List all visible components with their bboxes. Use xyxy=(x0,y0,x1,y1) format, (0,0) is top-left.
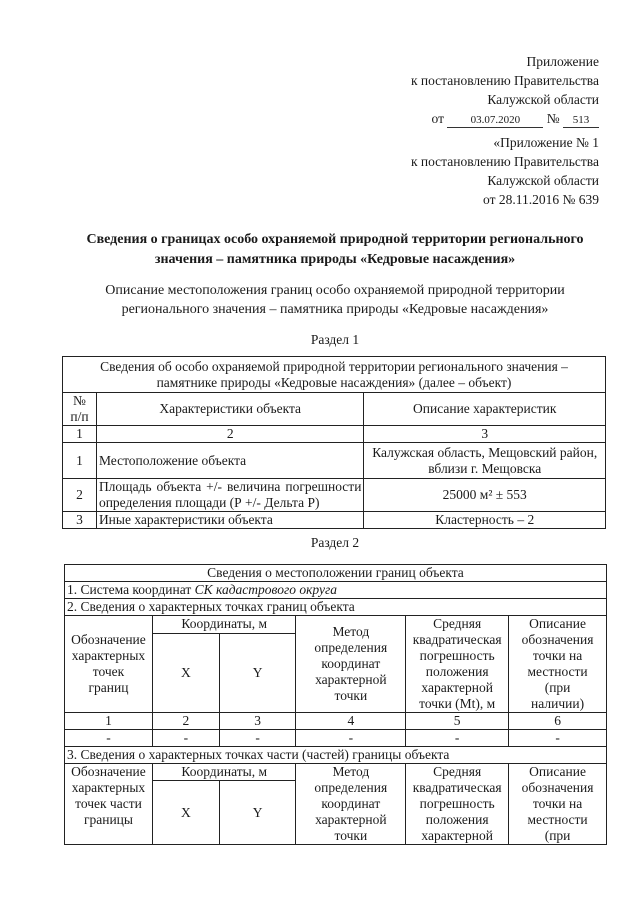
resolution-date: 03.07.2020 xyxy=(447,114,543,128)
header-line: местности xyxy=(527,664,588,679)
header-row xyxy=(65,764,607,781)
index-row xyxy=(65,713,607,730)
resolution-number: 513 xyxy=(563,114,599,128)
boundary-points-row xyxy=(65,599,607,616)
document-subtitle xyxy=(40,281,630,319)
section-1-table xyxy=(62,356,606,529)
header-line: точки на xyxy=(532,796,583,811)
header-line: границ xyxy=(88,680,129,695)
y-header: Y xyxy=(219,633,296,712)
row-characteristic xyxy=(96,479,364,512)
method-header xyxy=(296,764,406,845)
designation-header xyxy=(65,616,153,713)
original-appendix-resolution: к постановлению Правительства xyxy=(410,154,599,169)
dash-cell: - xyxy=(406,730,509,747)
from-label: от xyxy=(431,111,444,126)
row-number: 1 xyxy=(63,443,97,479)
description-header xyxy=(509,616,607,713)
index-cell: 1 xyxy=(63,426,97,443)
error-header xyxy=(406,764,509,845)
row-characteristic: Иные характеристики объекта xyxy=(96,512,364,529)
header-line: погрешность xyxy=(419,648,495,663)
header-line: Обозначение xyxy=(71,764,146,779)
header-line: характерной xyxy=(315,812,387,827)
index-cell: 2 xyxy=(96,426,364,443)
header-line: координат xyxy=(321,796,381,811)
coordinate-system-label: 1. Система координат xyxy=(67,582,195,597)
index-cell: 1 xyxy=(65,713,153,730)
table-caption: Сведения о местоположении границ объекта xyxy=(65,565,607,582)
section-2-table xyxy=(64,564,607,845)
header-line: характерной xyxy=(421,828,493,843)
header-line: точек части xyxy=(75,796,142,811)
title-line-2: значения – памятника природы «Кедровые насаждения» xyxy=(154,252,516,267)
number-label: № xyxy=(546,111,560,126)
header-line: квадратическая xyxy=(412,780,502,795)
header-line: Метод xyxy=(332,624,370,639)
caption-line-2: памятнике природы «Кедровые насаждения» (далее – объект) xyxy=(156,374,512,390)
appendix-region: Калужской области xyxy=(487,92,599,107)
table-caption-row xyxy=(65,565,607,582)
appendix-label: Приложение xyxy=(526,54,599,69)
table-row xyxy=(65,730,607,747)
header-line: характерных xyxy=(71,780,146,795)
table-index-row xyxy=(63,426,606,443)
row-description xyxy=(364,443,606,479)
header-line: определения xyxy=(314,640,388,655)
index-cell: 6 xyxy=(509,713,607,730)
header-line: погрешность xyxy=(419,796,495,811)
dash-cell: - xyxy=(152,730,219,747)
header-line: обозначения xyxy=(521,780,594,795)
row-number: 3 xyxy=(63,512,97,529)
original-appendix-label: «Приложение № 1 xyxy=(493,135,599,150)
part-points-row xyxy=(65,747,607,764)
index-cell: 5 xyxy=(406,713,509,730)
header-line: координат xyxy=(321,656,381,671)
table-header-row xyxy=(63,393,606,426)
index-cell: 3 xyxy=(219,713,296,730)
title-line-1: Сведения о границах особо охраняемой природной территории регионального xyxy=(86,232,584,247)
header-row xyxy=(65,616,607,634)
error-header xyxy=(406,616,509,713)
col-description-header: Описание характеристик xyxy=(364,393,606,426)
dash-cell: - xyxy=(65,730,153,747)
method-header xyxy=(296,616,406,713)
header-line: точки xyxy=(334,688,368,703)
header-line: определения xyxy=(314,780,388,795)
table-row xyxy=(63,512,606,529)
row-description: 25000 м² ± 553 xyxy=(364,479,606,512)
y-header: Y xyxy=(219,781,296,845)
x-header: X xyxy=(152,633,219,712)
appendix-date-line xyxy=(299,109,599,128)
row-characteristic: Местоположение объекта xyxy=(96,443,364,479)
appendix-resolution: к постановлению Правительства xyxy=(410,73,599,88)
subtitle-line-2: регионального значения – памятника природы «Кедровые насаждения» xyxy=(121,302,549,317)
header-line: точки (Mt), м xyxy=(419,696,496,711)
row-description-line-2: вблизи г. Мещовска xyxy=(428,460,542,476)
header-line: Обозначение xyxy=(71,632,146,647)
row-description-line-1: Калужская область, Мещовский район, xyxy=(372,444,598,460)
index-cell: 3 xyxy=(364,426,606,443)
header-line: характерной xyxy=(315,672,387,687)
col-number-header xyxy=(63,393,97,426)
header-line: (при xyxy=(544,680,571,695)
header-line: характерных xyxy=(71,648,146,663)
table-row xyxy=(63,479,606,512)
header-line: Описание xyxy=(529,616,586,631)
table-caption xyxy=(63,357,606,393)
header-line: Средняя xyxy=(433,616,482,631)
header-line: положения xyxy=(425,664,489,679)
header-line: обозначения xyxy=(521,632,594,647)
col-number-line-1: № xyxy=(73,393,86,408)
subtitle-line-1: Описание местоположения границ особо охраняемой природной территории xyxy=(105,283,565,298)
original-appendix-header xyxy=(299,133,599,209)
header-line: точки на xyxy=(532,648,583,663)
header-line: местности xyxy=(527,812,588,827)
section-1-heading: Раздел 1 xyxy=(310,332,360,347)
dash-cell: - xyxy=(509,730,607,747)
header-line: точки xyxy=(334,828,368,843)
dash-cell: - xyxy=(296,730,406,747)
coordinates-header: Координаты, м xyxy=(152,616,296,634)
index-cell: 2 xyxy=(152,713,219,730)
original-appendix-date: от 28.11.2016 № 639 xyxy=(483,192,599,207)
header-line: Описание xyxy=(529,764,586,779)
table-row xyxy=(63,443,606,479)
header-line: квадратическая xyxy=(412,632,502,647)
table-caption-row xyxy=(63,357,606,393)
appendix-header xyxy=(299,52,599,128)
header-line: границы xyxy=(83,812,133,827)
row-number: 2 xyxy=(63,479,97,512)
dash-cell: - xyxy=(219,730,296,747)
header-line: наличии) xyxy=(531,696,585,711)
header-line: Метод xyxy=(332,764,370,779)
row-characteristic-line-1: Площадь объекта +/- величина погрешности xyxy=(98,479,362,494)
document-title xyxy=(40,230,630,270)
description-header xyxy=(509,764,607,845)
row-description: Кластерность – 2 xyxy=(364,512,606,529)
designation-header xyxy=(65,764,153,845)
part-points-label: 3. Сведения о характерных точках части (частей) границы объекта xyxy=(65,747,607,764)
col-number-line-2: п/п xyxy=(70,409,89,424)
header-line: характерной xyxy=(421,680,493,695)
coordinate-system-value: СК кадастрового округа xyxy=(194,582,337,597)
coordinate-system-row xyxy=(65,582,607,599)
header-line: положения xyxy=(425,812,489,827)
x-header: X xyxy=(152,781,219,845)
col-characteristic-header: Характеристики объекта xyxy=(96,393,364,426)
header-line: Средняя xyxy=(433,764,482,779)
index-cell: 4 xyxy=(296,713,406,730)
row-characteristic-line-2: определения площади (Р +/- Дельта Р) xyxy=(98,495,320,510)
original-appendix-region: Калужской области xyxy=(487,173,599,188)
header-line: (при xyxy=(544,828,571,843)
boundary-points-label: 2. Сведения о характерных точках границ объекта xyxy=(65,599,607,616)
section-2-heading: Раздел 2 xyxy=(310,535,360,550)
coordinate-system-cell xyxy=(65,582,607,599)
header-line: точек xyxy=(92,664,125,679)
caption-line-1: Сведения об особо охраняемой природной территории регионального значения – xyxy=(100,358,568,374)
coordinates-header: Координаты, м xyxy=(152,764,296,781)
